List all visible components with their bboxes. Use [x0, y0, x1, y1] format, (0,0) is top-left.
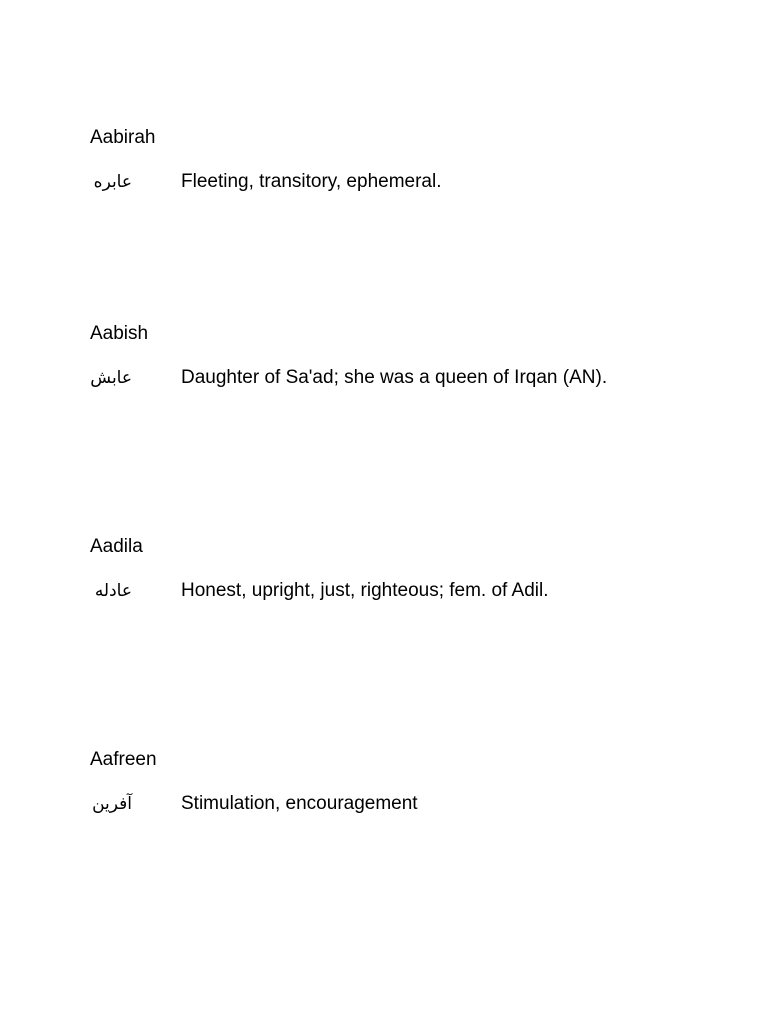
entry-meaning: Honest, upright, just, righteous; fem. of Adil. [181, 580, 549, 601]
entry-arabic-script: عادله [94, 581, 132, 601]
entry-row [90, 579, 710, 605]
name-entry [90, 322, 710, 392]
entry-arabic-script: عابش [90, 368, 132, 388]
name-entry [90, 748, 710, 818]
name-entry [90, 535, 710, 605]
entry-row [90, 792, 710, 818]
entry-meaning: Fleeting, transitory, ephemeral. [181, 171, 442, 192]
name-entry [90, 126, 710, 196]
entry-arabic-script: عابره [93, 172, 132, 192]
entry-name: Aabish [90, 323, 149, 344]
entry-name: Aabirah [90, 127, 156, 148]
entry-meaning: Stimulation, encouragement [181, 793, 418, 814]
entry-row [90, 170, 710, 196]
entry-row [90, 366, 710, 392]
entry-name: Aafreen [90, 749, 157, 770]
entry-arabic-script: آفرین [92, 794, 132, 814]
entry-name: Aadila [90, 536, 143, 557]
entry-meaning: Daughter of Sa'ad; she was a queen of Irqan (AN). [181, 367, 608, 388]
